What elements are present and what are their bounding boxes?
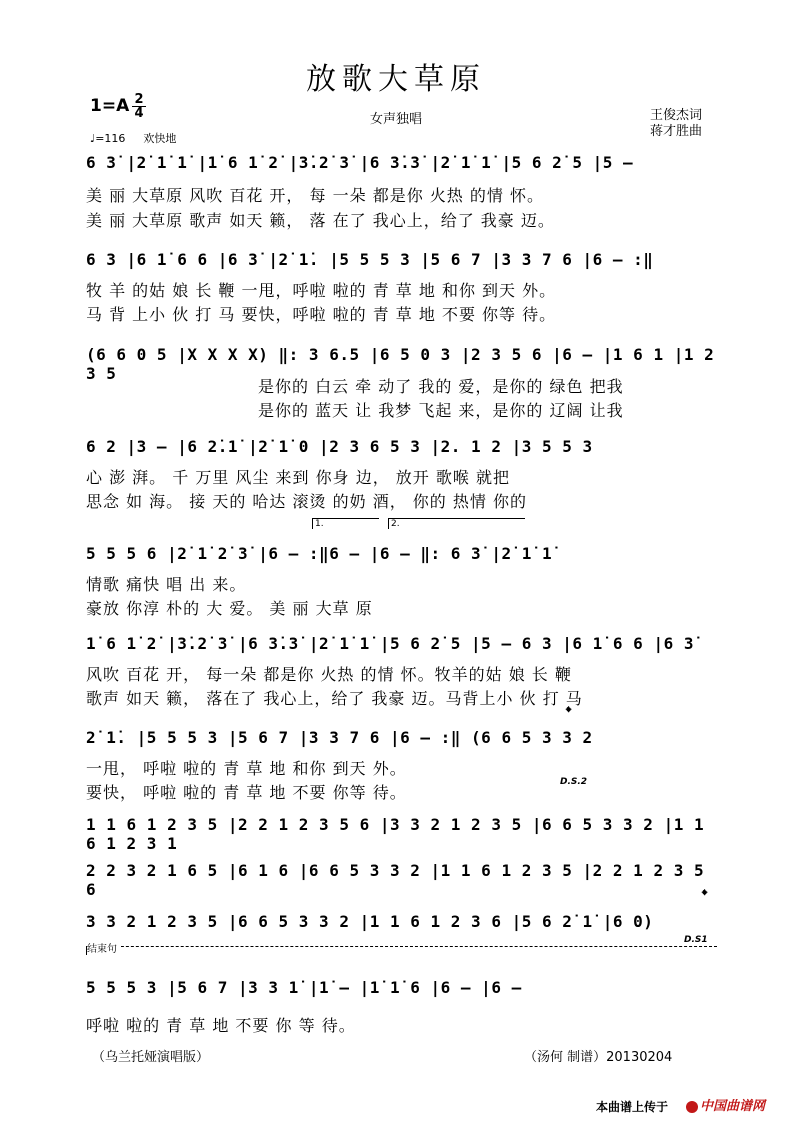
transcriber-note: （汤何 制谱）20130204 [524, 1050, 673, 1065]
notation-line-11: 5 5 5 3 |5 6 7 |3 3 1̇ |1̇ – |1̇ 1̇ 6 |6 – |6 – [86, 978, 522, 997]
performance-type: 女声独唱 [369, 112, 422, 127]
lyric-line-1b: 美 丽 大草原 歌声 如天 籁， 落 在了 我心上，给了 我豪 迈。 [86, 211, 555, 230]
lyric-line-3b: 是你的 蓝天 让 我梦 飞起 来，是你的 辽阔 让我 [258, 401, 624, 420]
dal-segno-2: D.S.2 [560, 777, 588, 787]
upload-text: 本曲谱上传于 [596, 1100, 669, 1114]
notation-line-8: 1 1 6 1 2 3 5 |2 2 1 2 3 5 6 |3 3 2 1 2 3 5 |6 6 5 3 3 2 |1 1 6 1 2 3 1 [86, 815, 705, 853]
lyric-line-7a: 一甩， 呼啦 啦的 青 草 地 和你 到天 外。 [86, 759, 407, 778]
logo-text: 中国曲谱网 [700, 1099, 766, 1114]
notation-line-4: 6 2 |3 – |6 2̇.1̇ |2̇ 1̇ 0 |2 3 6 5 3 |2. 1 2 |3 5 5 3 [86, 437, 593, 456]
notation-line-1: 6 3̇ |2̇ 1̇ 1̇ |1̇ 6 1̇ 2̇ |3̇.2̇ 3̇ |6 3̇.3̇ |2̇ 1̇ 1̇ |5 6 2̇ 5 |5 – [86, 153, 634, 172]
lyric-line-6b: 歌声 如天 籁， 落在了 我心上，给了 我豪 迈。马背上小 伙 打 马 [86, 689, 583, 708]
time-signature-bottom: 4 [132, 106, 146, 120]
lyric-line-3a: 是你的 白云 牵 动了 我的 爱，是你的 绿色 把我 [258, 377, 624, 396]
time-signature-top: 2 [134, 92, 144, 107]
dal-segno-1: D.S1 [684, 935, 708, 945]
coda-sign-icon-2: 𝄌 [702, 886, 708, 904]
lyric-line-6a: 风吹 百花 开， 每一朵 都是你 火热 的情 怀。牧羊的姑 娘 长 鞭 [86, 665, 572, 684]
site-logo[interactable] [686, 1095, 765, 1114]
lyric-line-4b: 思念 如 海。 接 天的 哈达 滚烫 的奶 酒， 你的 热情 你的 [86, 492, 527, 511]
lyric-line-7b: 要快， 呼啦 啦的 青 草 地 不要 你等 待。 [86, 783, 407, 802]
key-signature: 1=A [90, 96, 130, 116]
ending-label: 结束句 [87, 944, 121, 955]
lyric-line-1a: 美 丽 大草原 风吹 百花 开， 每 一朵 都是你 火热 的情 怀。 [86, 186, 544, 205]
tempo-value: ♩=116 [90, 132, 126, 145]
notation-line-2: 6 3 |6 1̇ 6 6 |6 3̇ |2̇ 1̇. |5 5 5 3 |5 6 7 |3 3 7 6 |6 – :‖ [86, 250, 654, 269]
version-note: （乌兰托娅演唱版） [92, 1050, 210, 1065]
volta-first-ending: 1. [312, 518, 379, 529]
volta-second-ending: 2. [388, 518, 525, 529]
notation-line-9: 2 2 3 2 1 6 5 |6 1 6 |6 6 5 3 3 2 |1 1 6 1 2 3 5 |2 2 1 2 3 5 6 [86, 861, 705, 899]
song-title: 放歌大草原 [306, 62, 486, 97]
tempo-marking [90, 130, 176, 146]
lyric-line-5b: 豪放 你淳 朴的 大 爱。 美 丽 大草 原 [86, 599, 373, 618]
composer: 蒋才胜曲 [650, 124, 703, 139]
lyric-line-11: 呼啦 啦的 青 草 地 不要 你 等 待。 [86, 1016, 356, 1035]
lyric-line-2a: 牧 羊 的姑 娘 长 鞭 一甩，呼啦 啦的 青 草 地 和你 到天 外。 [86, 281, 557, 300]
lyricist: 王俊杰词 [650, 108, 703, 123]
notation-line-5: 5 5 5 6 |2̇ 1̇ 2̇ 3̇ |6 – :‖6 – |6 – ‖: 6 3̇ |2̇ 1̇ 1̇ [86, 544, 553, 563]
notation-line-3: (6 6 0 5 |X X X X) ‖: 3 6.5 |6 5 0 3 |2 3 5 6 |6 – |1 6 1 |1 2 3 5 [86, 345, 715, 383]
logo-mark-icon [686, 1101, 698, 1113]
notation-line-6: 1̇ 6 1̇ 2̇ |3̇.2̇ 3̇ |6 3̇.3̇ |2̇ 1̇ 1̇ |5 6 2̇ 5 |5 – 6 3 |6 1̇ 6 6 |6 3̇ [86, 634, 694, 653]
notation-line-7: 2̇ 1̇. |5 5 5 3 |5 6 7 |3 3 7 6 |6 – :‖ (6 6 5 3 3 2 [86, 728, 593, 747]
tempo-style: 欢快地 [143, 132, 177, 145]
coda-sign-icon: 𝄌 [566, 703, 572, 721]
ending-bracket [86, 946, 717, 955]
notation-line-10: 3 3 2 1 2 3 5 |6 6 5 3 3 2 |1 1 6 1 2 3 6 |5 6 2̇ 1̇ |6 0) [86, 912, 654, 931]
lyric-line-4a: 心 澎 湃。 千 万里 风尘 来到 你身 边， 放开 歌喉 就把 [86, 468, 510, 487]
lyric-line-2b: 马 背 上小 伙 打 马 要快，呼啦 啦的 青 草 地 不要 你等 待。 [86, 305, 557, 324]
lyric-line-5a: 情歌 痛快 唱 出 来。 [86, 575, 247, 594]
credits [650, 108, 702, 140]
